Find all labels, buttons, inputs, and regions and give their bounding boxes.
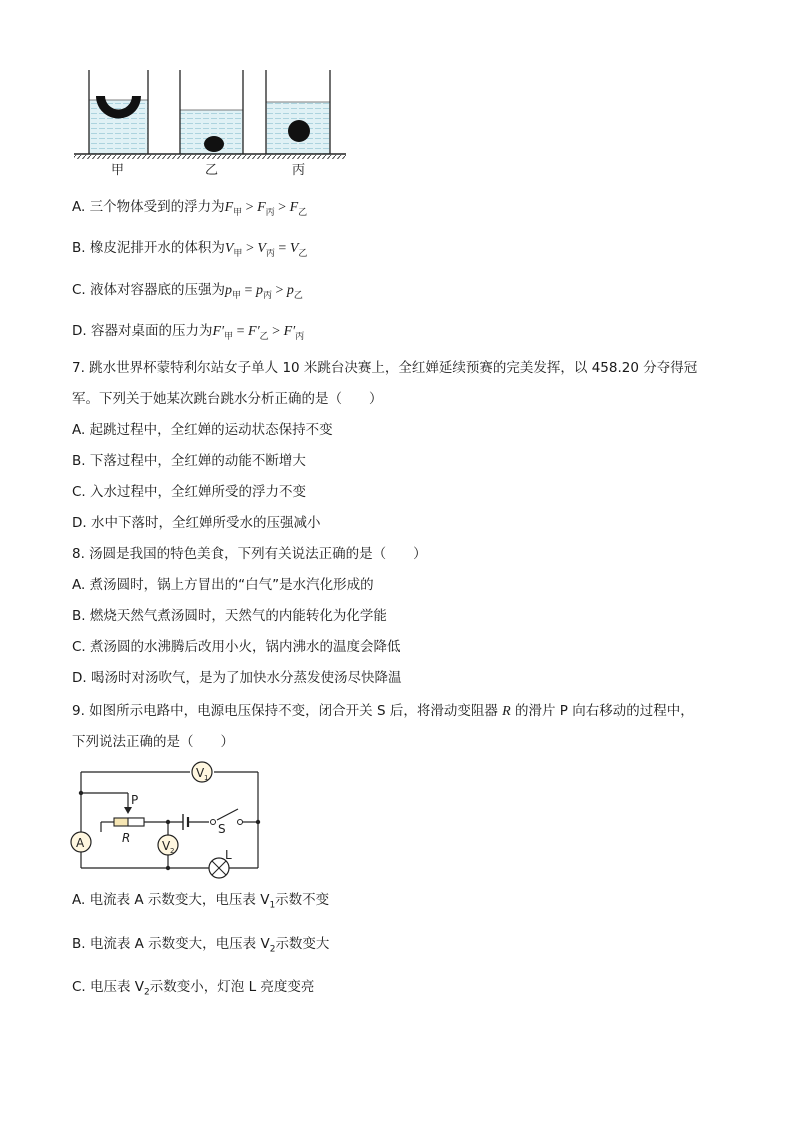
q6-option-c: C. 液体对容器底的压强为$p_甲 = p_丙 > p_乙$ xyxy=(72,282,303,301)
svg-text:2: 2 xyxy=(170,847,175,855)
containers-figure xyxy=(70,66,350,180)
label-yi: 乙 xyxy=(205,163,219,178)
q8-option-d: D. 喝汤时对汤吹气，是为了加快水分蒸发使汤尽快降温 xyxy=(72,670,402,686)
q6-option-b: B. 橡皮泥排开水的体积为$V_甲 > V_丙 = V_乙$ xyxy=(72,240,308,259)
q7-option-a: A. 起跳过程中，全红婵的运动状态保持不变 xyxy=(72,422,333,438)
label-bing: 丙 xyxy=(292,163,306,178)
container-bing xyxy=(266,70,330,154)
svg-text:S: S xyxy=(218,822,226,836)
q7-stem-line1: 7. 跳水世界杯蒙特利尔站女子单人 10 米跳台决赛上，全红婵延续预赛的完美发挥，以 458.20 分夺得冠 xyxy=(72,360,698,376)
label-jia: 甲 xyxy=(111,163,125,178)
svg-text:1: 1 xyxy=(204,774,209,782)
q9-option-c: C. 电压表 $V_2$示数变小，灯泡 L 亮度变亮 xyxy=(72,979,315,998)
q7-stem-line2: 军。下列关于她某次跳台跳水分析正确的是（ ） xyxy=(72,391,383,407)
q9-stem-r: R xyxy=(502,704,511,719)
q7-option-b: B. 下落过程中，全红婵的动能不断增大 xyxy=(72,453,306,469)
q8-option-a: A. 煮汤圆时，锅上方冒出的“白气”是水汽化形成的 xyxy=(72,577,374,593)
q8-stem: 8. 汤圆是我国的特色美食，下列有关说法正确的是（ ） xyxy=(72,546,427,562)
q7-option-c: C. 入水过程中，全红婵所受的浮力不变 xyxy=(72,484,307,500)
svg-text:A: A xyxy=(76,836,85,850)
svg-text:V: V xyxy=(162,839,171,853)
svg-text:R: R xyxy=(122,831,131,845)
q6-option-d: D. 容器对桌面的压力为$F'_甲 = F'_乙 > F'_丙$ xyxy=(72,323,305,342)
clay-ball-suspended xyxy=(288,120,310,142)
q6-option-a: A. 三个物体受到的浮力为$F_甲 > F_丙 > F_乙$ xyxy=(72,199,308,218)
container-yi xyxy=(180,70,243,154)
q9-option-b: B. 电流表 A 示数变大，电压表 $V_2$示数变大 xyxy=(72,936,330,955)
svg-text:L: L xyxy=(225,848,232,862)
q7-option-d: D. 水中下落时，全红婵所受水的压强减小 xyxy=(72,515,321,531)
container-jia xyxy=(89,70,148,154)
clay-ball-sunk xyxy=(204,136,224,152)
q9-option-a: A. 电流表 A 示数变大，电压表 $V_1$示数不变 xyxy=(72,892,330,911)
svg-text:V: V xyxy=(196,766,205,780)
q9-stem-line2: 下列说法正确的是（ ） xyxy=(72,734,234,750)
q9-stem-line1: 9. 如图所示电路中，电源电压保持不变，闭合开关 S 后，将滑动变阻器 R 的滑片 P 向右移动的过程中， xyxy=(72,703,694,719)
circuit-diagram xyxy=(70,758,270,880)
svg-text:P: P xyxy=(131,793,139,807)
q8-option-b: B. 燃烧天然气煮汤圆时，天然气的内能转化为化学能 xyxy=(72,608,387,624)
q8-option-c: C. 煮汤圆的水沸腾后改用小火，锅内沸水的温度会降低 xyxy=(72,639,401,655)
